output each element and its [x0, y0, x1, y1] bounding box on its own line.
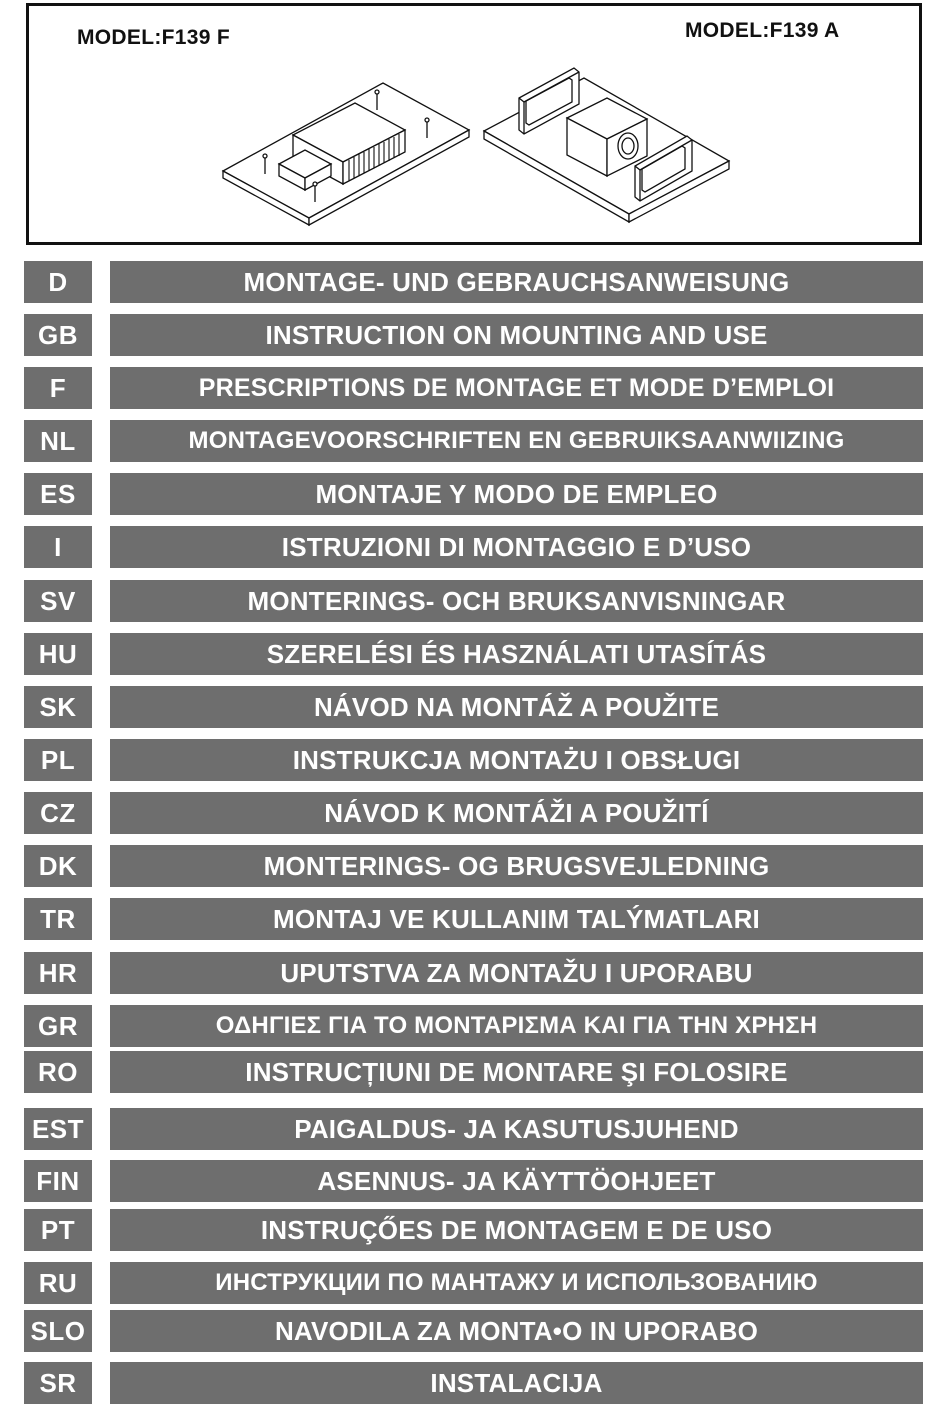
- language-row-ru: [24, 1262, 923, 1304]
- language-title: NAVODILA ZA MONTA•O IN UPORABO: [110, 1310, 923, 1352]
- language-code: RU: [24, 1262, 92, 1304]
- language-title: ΟΔΗΓΙΕΣ ΓΙΑ ΤΟ ΜΟΝΤΑΡΙΣΜΑ ΚΑΙ ΓΙΑ ΤΗΝ ΧΡΗΣΗ: [110, 1005, 923, 1047]
- language-title: MONTAGEVOORSCHRIFTEN EN GEBRUIKSAANWIIZING: [110, 420, 923, 462]
- language-code: SK: [24, 686, 92, 728]
- model-f-drawing: [223, 83, 469, 225]
- language-title: MONTAGE- UND GEBRAUCHSANWEISUNG: [110, 261, 923, 303]
- language-row-tr: [24, 898, 923, 940]
- language-title: INSTRUCȚIUNI DE MONTARE ŞI FOLOSIRE: [110, 1051, 923, 1093]
- language-title: PRESCRIPTIONS DE MONTAGE ET MODE D’EMPLOI: [110, 367, 923, 409]
- language-title: MONTAJE Y MODO DE EMPLEO: [110, 473, 923, 515]
- language-row-sv: [24, 580, 923, 622]
- model-f-label: MODEL:F139 F: [77, 26, 230, 49]
- language-code: FIN: [24, 1160, 92, 1202]
- language-title: NÁVOD K MONTÁŽI A POUŽITÍ: [110, 792, 923, 834]
- language-title: SZERELÉSI ÉS HASZNÁLATI UTASÍTÁS: [110, 633, 923, 675]
- language-row-ro: [24, 1051, 923, 1093]
- language-row-es: [24, 473, 923, 515]
- language-row-sk: [24, 686, 923, 728]
- language-row-i: [24, 526, 923, 568]
- language-code: HR: [24, 952, 92, 994]
- language-title: UPUTSTVA ZA MONTAŽU I UPORABU: [110, 952, 923, 994]
- language-row-fin: [24, 1160, 923, 1202]
- language-title: ISTRUZIONI DI MONTAGGIO E D’USO: [110, 526, 923, 568]
- language-title: MONTAJ VE KULLANIM TALÝMATLARI: [110, 898, 923, 940]
- language-code: D: [24, 261, 92, 303]
- language-title: INSTRUCTION ON MOUNTING AND USE: [110, 314, 923, 356]
- model-a-drawing: [484, 68, 729, 222]
- language-code: I: [24, 526, 92, 568]
- language-row-hr: [24, 952, 923, 994]
- language-title: ИНСТРУКЦИИ ПО МАНТАЖУ И ИСПОЛЬЗОВАНИЮ: [110, 1262, 923, 1304]
- language-code: SV: [24, 580, 92, 622]
- language-row-est: [24, 1108, 923, 1150]
- language-code: HU: [24, 633, 92, 675]
- language-code: F: [24, 367, 92, 409]
- language-code: CZ: [24, 792, 92, 834]
- language-row-pt: [24, 1209, 923, 1251]
- product-figure-box: [26, 3, 922, 245]
- language-code: RO: [24, 1051, 92, 1093]
- language-code: EST: [24, 1108, 92, 1150]
- language-title: INSTRUKCJA MONTAŻU I OBSŁUGI: [110, 739, 923, 781]
- language-code: GR: [24, 1005, 92, 1047]
- language-code: TR: [24, 898, 92, 940]
- language-code: NL: [24, 420, 92, 462]
- language-code: DK: [24, 845, 92, 887]
- language-code: GB: [24, 314, 92, 356]
- language-title: INSTRUÇŐES DE MONTAGEM E DE USO: [110, 1209, 923, 1251]
- language-title: PAIGALDUS- JA KASUTUSJUHEND: [110, 1108, 923, 1150]
- model-a-label: MODEL:F139 A: [685, 19, 840, 42]
- language-title: MONTERINGS- OG BRUGSVEJLEDNING: [110, 845, 923, 887]
- language-title: ASENNUS- JA KÄYTTÖOHJEET: [110, 1160, 923, 1202]
- language-title: NÁVOD NA MONTÁŽ A POUŽITE: [110, 686, 923, 728]
- language-row-f: [24, 367, 923, 409]
- language-code: ES: [24, 473, 92, 515]
- language-row-hu: [24, 633, 923, 675]
- language-code: PT: [24, 1209, 92, 1251]
- language-row-nl: [24, 420, 923, 462]
- language-row-pl: [24, 739, 923, 781]
- language-row-gb: [24, 314, 923, 356]
- product-drawings: [29, 6, 919, 242]
- language-code: SR: [24, 1362, 92, 1404]
- language-row-cz: [24, 792, 923, 834]
- language-code: SLO: [24, 1310, 92, 1352]
- language-row-dk: [24, 845, 923, 887]
- language-row-gr: [24, 1005, 923, 1047]
- language-code: PL: [24, 739, 92, 781]
- language-row-slo: [24, 1310, 923, 1352]
- language-title: MONTERINGS- OCH BRUKSANVISNINGAR: [110, 580, 923, 622]
- language-row-sr: [24, 1362, 923, 1404]
- language-title: INSTALACIJA: [110, 1362, 923, 1404]
- language-row-d: [24, 261, 923, 303]
